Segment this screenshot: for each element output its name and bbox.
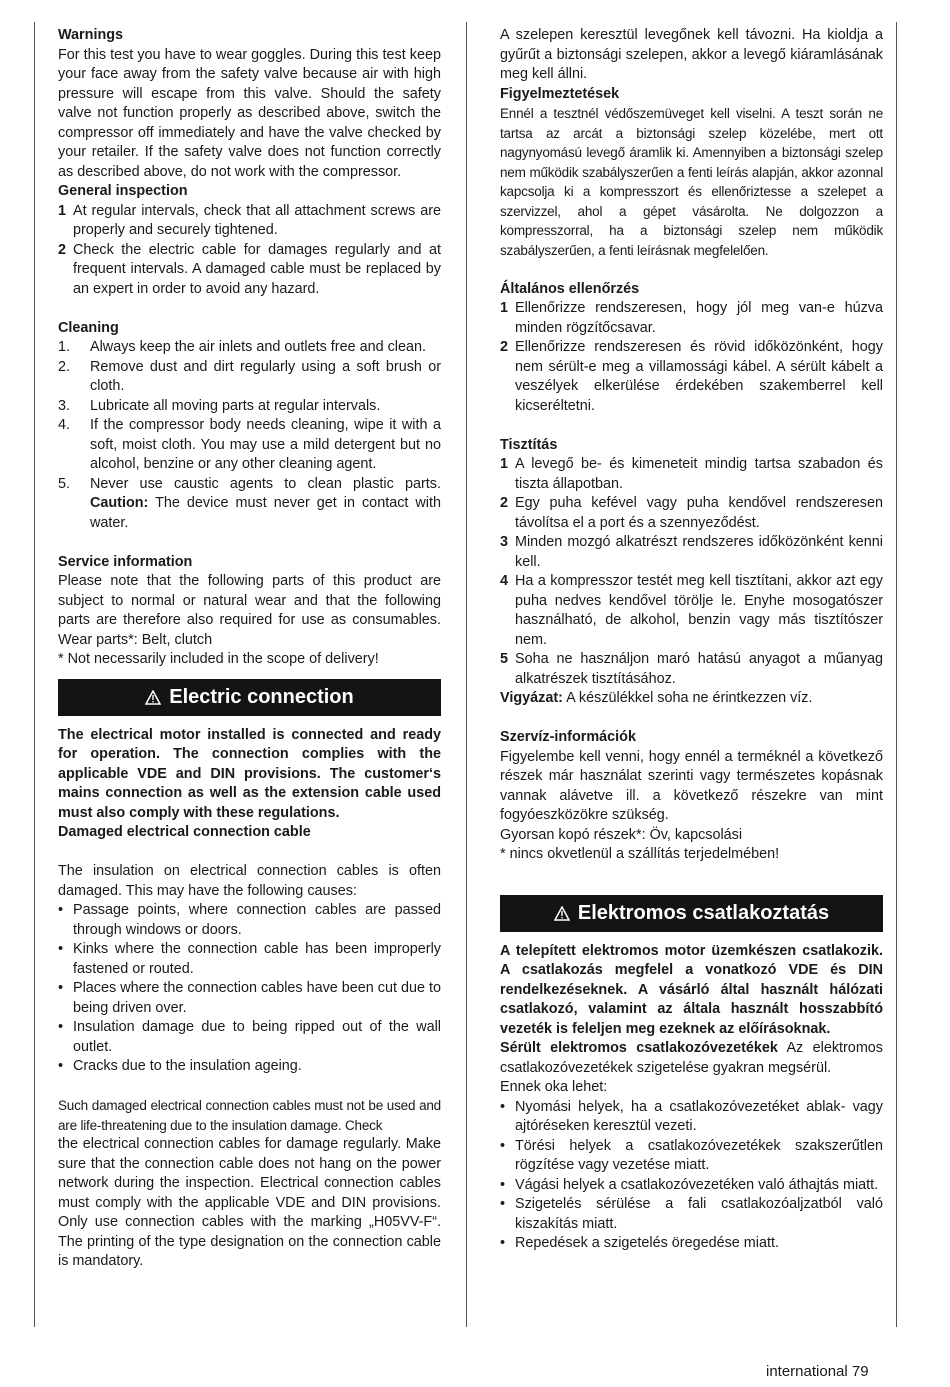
- list-item: 1. Always keep the air inlets and outlets free and clean.: [58, 339, 426, 355]
- list-item: 4 Ha a kompresszor testét meg kell tisztítani, akkor azt egy puha nedves kendővel törölje le. Enyhe mosogatószer használható, de alkohol, benzin vagy más tisztítószer nem.: [500, 573, 883, 648]
- insulation-text: The insulation on electrical connection cables is often damaged. This may have the following causes:: [58, 863, 441, 899]
- service-heading: Service information: [58, 553, 193, 570]
- list-item: 5 Soha ne használjon maró hatású anyagot a műanyag alkatrészek tisztításához.: [500, 651, 883, 687]
- list-item: • Kinks where the connection cable has been improperly fastened or routed.: [58, 941, 441, 977]
- warnings-heading: Warnings: [58, 27, 124, 43]
- cleaning-heading: Cleaning: [58, 319, 119, 336]
- damaged-cable-heading: Damaged electrical connection cable: [58, 824, 311, 840]
- service-note: * Not necessarily included in the scope of delivery!: [58, 651, 379, 667]
- causes-intro: Ennek oka lehet:: [500, 1079, 608, 1095]
- warnings-text: Ennél a tesztnél védőszemüveget kell viselni. A teszt során ne tartsa az arcát a biztonsági szelep közelébe, mert ott nagynyomású levegő áramlik ki. Amennyiben a biztonsági szelep nem működik szabályszerűen a fenti leírás alapján, akkor azonnal kapcsolja ki a kompresszort és ellenőriztesse a szelepet a szervizzel, ahol a gépet vásárolta. Ne dolgozzon a kompresszorral, ha a biztonsági szelep nem működik szabályszerűen, a fenti leírásnak megfelelően.: [500, 106, 883, 258]
- warning-triangle-icon: [145, 681, 161, 718]
- general-inspection-list: [58, 202, 441, 300]
- electric-intro: A telepített elektromos motor üzemkészen csatlakozik. A csatlakozás megfelel a vonatkozó VDE és DIN rendelkezéseknek. A vásárló által használt hálózati csatlakozó, valamint az általa használt hosszabbító vezeték is feleljen meg ezeknek az előírásoknak.: [500, 942, 883, 1037]
- service-heading: Szervíz-információk: [500, 729, 636, 745]
- general-inspection-heading: Általános ellenőrzés: [500, 280, 640, 297]
- list-item: • Szigetelés sérülése a fali csatlakozóaljzatból való kiszakítás miatt.: [500, 1196, 883, 1232]
- column-divider-left: [34, 22, 35, 1327]
- electric-intro: The electrical motor installed is connected and ready for operation. The connection complies with the applicable VDE and DIN provisions. The customer‘s mains connection as well as the extension cable used must also comply with these regulations.: [58, 726, 441, 821]
- list-item: • Törési helyek a csatlakozóvezetékek szakszerűtlen rögzítése vagy vezetése miatt.: [500, 1137, 883, 1173]
- service-text: Figyelembe kell venni, hogy ennél a terméknél a következő részek már használat szerinti vagy természetes kopásnak vannak alávetve ill. a következő részekre van mint fogyóeszközökre szükség.: [500, 748, 883, 823]
- banner-title: Elektromos csatlakoztatás: [577, 901, 830, 924]
- list-item: 1 Ellenőrizze rendszeresen, hogy jól meg van-e húzva minden rögzítőcsavar.: [500, 300, 883, 336]
- page-number: 79: [851, 1363, 869, 1380]
- general-inspection-list: [500, 299, 883, 416]
- damaged-warning-text: Such damaged electrical connection cables must not be used and are life-threatening due to the insulation damage. Check: [58, 1098, 441, 1133]
- list-item: 2 Egy puha kefével vagy puha kendővel rendszeresen távolítsa el a port és a szennyeződést.: [500, 495, 883, 531]
- caution-text: Vigyázat: A készülékkel soha ne érintkezzen víz.: [500, 690, 813, 706]
- electric-connection-banner: [58, 679, 441, 716]
- service-note: * nincs okvetlenül a szállítás terjedelmében!: [500, 846, 780, 862]
- list-item: 1 A levegő be- és kimeneteit mindig tartsa szabadon és tiszta állapotban.: [500, 456, 883, 492]
- page-footer: [766, 1362, 869, 1382]
- general-inspection-heading: General inspection: [58, 183, 188, 199]
- cleaning-list: [58, 338, 441, 533]
- hungarian-column: [500, 26, 883, 1254]
- list-item: • Places where the connection cables have been cut due to being driven over.: [58, 980, 442, 1016]
- causes-list: [58, 901, 441, 1077]
- warnings-heading: Figyelmeztetések: [500, 85, 620, 102]
- valve-text: A szelepen keresztül levegőnek kell távozni. Ha kioldja a gyűrűt a biztonsági szelepen, akkor a levegő kiáramlásának meg kell állni.: [500, 27, 883, 82]
- cleaning-heading: Tisztítás: [500, 436, 558, 453]
- cleaning-list: [500, 455, 883, 689]
- list-item: 1 At regular intervals, check that all attachment screws are properly and securely tightened.: [58, 202, 441, 238]
- list-item: 2. Remove dust and dirt regularly using a soft brush or cloth.: [58, 358, 441, 394]
- list-item: • Nyomási helyek, ha a csatlakozóvezetéket ablak- vagy ajtóréseken keresztül vezeti.: [500, 1098, 883, 1134]
- list-item: 2 Check the electric cable for damages regularly and at frequent intervals. A damaged cable must be replaced by an expert in order to avoid any hazard.: [58, 241, 441, 297]
- english-column: [58, 26, 441, 1272]
- list-item: 3. Lubricate all moving parts at regular intervals.: [58, 397, 381, 414]
- footer-label: international: [766, 1363, 848, 1380]
- causes-list: [500, 1098, 883, 1254]
- list-item: • Passage points, where connection cables are passed through windows or doors.: [58, 902, 441, 938]
- list-item: 3 Minden mozgó alkatrészt rendszeres időközönként kenni kell.: [500, 534, 883, 570]
- warnings-text: For this test you have to wear goggles. During this test keep your face away from the safety valve because air with high pressure will escape from this valve. Should the safety valve not function properly as described above, switch the compressor off immediately and have the valve checked by your retailer. If the safety valve does not function correctly as described above, do not work with the compressor.: [58, 46, 441, 180]
- list-item: 2 Ellenőrizze rendszeresen és rövid időközönként, hogy nem sérült-e meg a villamossági kábel. A sérült kábelt a veszélyek elkerülése érdekében szakemberrel kell kicseréltetni.: [500, 339, 883, 414]
- column-divider-center: [466, 22, 467, 1327]
- inspection-text: the electrical connection cables for damage regularly. Make sure that the connection cable does not hang on the power network during the inspection. Electrical connection cables must comply with the applicable VDE and DIN provisions. Only use connection cables with the marking „H05VV-F“. The printing of the type designation on the connection cable is mandatory.: [58, 1136, 441, 1269]
- list-item: • Insulation damage due to being ripped out of the wall outlet.: [58, 1019, 441, 1055]
- damaged-cable-text: Sérült elektromos csatlakozóvezetékek Az elektromos csatlakozóvezetékek szigetelése gyakran megsérül.: [500, 1040, 883, 1076]
- list-item: 4. If the compressor body needs cleaning, wipe it with a soft, moist cloth. You may use a mild detergent but no alcohol, benzine or any other cleaning agent.: [58, 417, 441, 472]
- warning-triangle-icon: [554, 897, 570, 934]
- banner-title: Electric connection: [169, 685, 354, 708]
- column-divider-right: [896, 22, 897, 1327]
- list-item: 5. Never use caustic agents to clean plastic parts. Caution: The device must never get in contact with water.: [58, 475, 441, 531]
- electric-connection-banner: [500, 895, 883, 932]
- service-parts: Gyorsan kopó részek*: Öv, kapcsolási: [500, 826, 743, 843]
- list-item: • Vágási helyek a csatlakozóvezetéken való áthajtás miatt.: [500, 1176, 879, 1193]
- list-item: • Cracks due to the insulation ageing.: [58, 1058, 302, 1074]
- service-text: Please note that the following parts of this product are subject to normal or natural wear and that the following parts are therefore also required for use as consumables. Wear parts*: Belt, clutch: [58, 573, 441, 648]
- list-item: • Repedések a szigetelés öregedése miatt.: [500, 1235, 779, 1251]
